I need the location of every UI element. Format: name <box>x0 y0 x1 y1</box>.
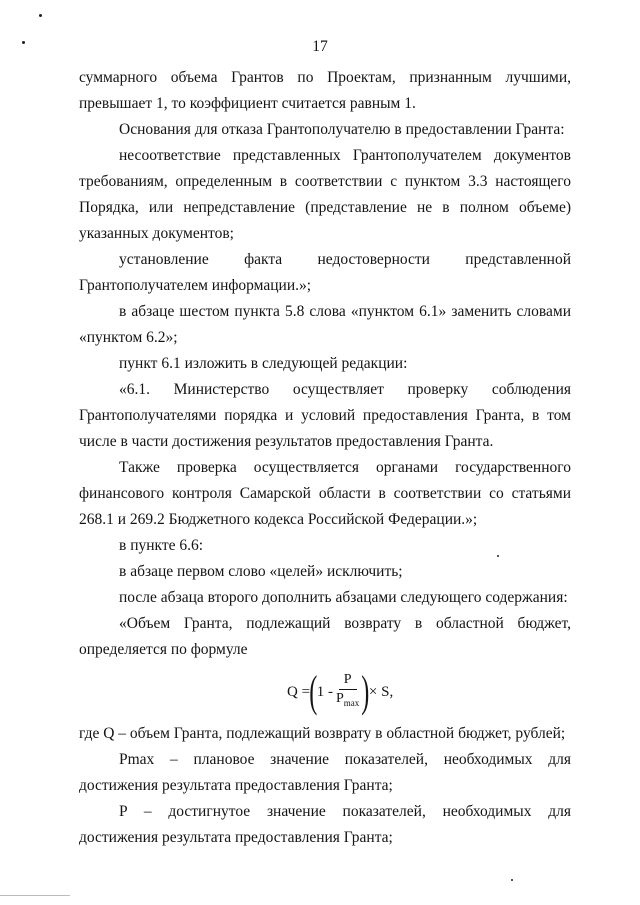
scan-speck <box>497 555 499 557</box>
page-number: 17 <box>312 38 328 55</box>
formula-numerator: P <box>339 672 357 690</box>
paragraph-6-1-text: «6.1. Министерство осуществляет проверку соблюдения Грантополучателями порядка и условий предоставления Гранта, в том числе в части достижения результатов предоставления Гранта. <box>79 381 571 450</box>
document-body <box>79 65 571 851</box>
formula-one-minus: 1 - <box>316 684 333 700</box>
paragraph-noncompliance: несоответствие представленных Грантополучателем документов требованиям, определенным в соответствии с пунктом 3.3 настоящего Порядка, или непредставление (представление не в полном объеме) указанных документов; <box>79 147 571 242</box>
scan-margin-line <box>0 895 70 896</box>
paragraph-continuation: суммарного объема Грантов по Проектам, признанным лучшими, превышает 1, то коэффициент считается равным 1. <box>79 69 571 112</box>
paragraph-pmax: Pmax – плановое значение показателей, необходимых для достижения результата предоставления Гранта; <box>79 751 571 794</box>
scan-speck <box>39 14 42 17</box>
formula-denominator-sub: max <box>343 697 360 708</box>
formula-times-s: × S, <box>368 684 394 700</box>
paragraph-exclude-word: в абзаце первом слово «целей» исключить; <box>119 563 403 580</box>
formula-right-paren: ) <box>361 667 370 716</box>
scan-speck <box>22 41 25 44</box>
return-formula <box>79 663 571 721</box>
paragraph-amend-5-8: в абзаце шестом пункта 5.8 слова «пунктом 6.1» заменить словами «пунктом 6.2»; <box>79 303 571 346</box>
formula-denominator <box>336 690 359 712</box>
scan-speck <box>511 879 513 881</box>
formula-left-paren: ( <box>309 667 318 716</box>
paragraph-p: P – достигнутое значение показателей, необходимых для достижения результата предоставления Гранта; <box>79 803 571 846</box>
paragraph-return-volume: «Объем Гранта, подлежащий возврату в областной бюджет, определяется по формуле <box>79 615 571 658</box>
paragraph-add-after-second: после абзаца второго дополнить абзацами следующего содержания: <box>119 589 568 606</box>
formula-denominator-base: P <box>335 691 344 707</box>
paragraph-false-info: установление факта недостоверности представленной Грантополучателем информации.»; <box>79 251 571 294</box>
paragraph-where-q: где Q – объем Гранта, подлежащий возврату в областной бюджет, рублей; <box>79 725 566 742</box>
formula-fraction <box>336 672 359 712</box>
formula-lhs: Q = <box>287 684 311 700</box>
paragraph-financial-control: Также проверка осуществляется органами государственного финансового контроля Самарской области в соответствии со статьями 268.1 и 269.2 Бюджетного кодекса Российской Федерации.»; <box>79 459 571 528</box>
paragraph-6-6: в пункте 6.6: <box>119 537 204 554</box>
paragraph-refusal-grounds: Основания для отказа Грантополучателю в предоставлении Гранта: <box>119 121 565 138</box>
paragraph-amend-6-1: пункт 6.1 изложить в следующей редакции: <box>119 355 408 372</box>
